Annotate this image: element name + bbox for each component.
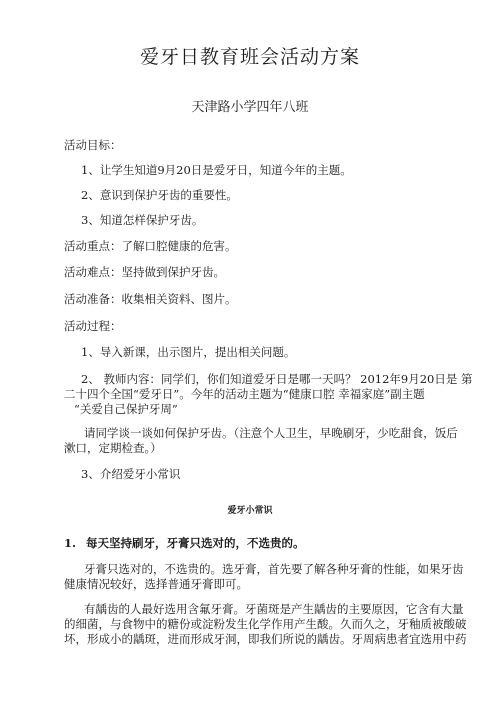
activity-focus: 活动重点：了解口腔健康的危害。 xyxy=(64,239,237,253)
process-heading: 活动过程： xyxy=(64,319,122,333)
document-title: 爱牙日教育班会活动方案 xyxy=(139,46,360,68)
tip-paragraph xyxy=(64,562,464,592)
goal-heading: 活动目标： xyxy=(64,138,122,152)
tip-paragraph xyxy=(64,602,467,647)
activity-preparation: 活动准备：收集相关资料、图片。 xyxy=(64,292,237,306)
paragraph-line: 的细菌，与食物中的糖份或淀粉发生化学作用产生酸。久而久之，牙釉质被酸破 xyxy=(64,617,467,631)
paragraph-line: 请同学谈一谈如何保护牙齿。（注意个人卫生，早晚刷牙，少吃甜食，饭后 xyxy=(84,426,458,440)
goal-item: 1、让学生知道9月20日是爱牙日，知道今年的主题。 xyxy=(81,163,352,177)
paragraph-line: 健康情况较好，选择普通牙膏即可。 xyxy=(64,577,248,591)
paragraph-line: 牙膏只选对的，不选贵的。选牙膏，首先要了解各种牙膏的性能，如果牙齿 xyxy=(84,562,464,576)
tip-number: 1. xyxy=(64,536,77,550)
paragraph-line: 漱口，定期检查。） xyxy=(64,441,162,455)
paragraph-line: 二十四个全国“爱牙日”。今年的活动主题为“健康口腔 幸福家庭”副主题 xyxy=(64,387,425,401)
goal-item: 3、知道怎样保护牙齿。 xyxy=(81,213,204,227)
paragraph-line: 2、 教师内容：同学们，你们知道爱牙日是哪一天吗？ 2012年9月20日是 第 xyxy=(81,372,473,386)
tip-heading-text: 每天坚持刷牙，牙膏只选对的，不选贵的。 xyxy=(86,536,305,550)
process-step: 1、导入新课，出示图片，提出相关问题。 xyxy=(81,345,296,359)
tip-heading xyxy=(64,536,305,551)
process-step-2b xyxy=(64,426,458,456)
knowledge-title: 爱牙小常识 xyxy=(227,506,273,516)
paragraph-line: 坏，形成小的龋斑，进而形成牙洞，即我们所说的龋齿。牙周病患者宜选用中药 xyxy=(64,632,467,646)
activity-difficulty: 活动难点：坚持做到保护牙齿。 xyxy=(64,265,225,279)
process-step: 3、介绍爱牙小常识 xyxy=(81,467,181,481)
paragraph-line: “关爱自己保护牙周” xyxy=(74,402,178,416)
class-name: 天津路小学四年八班 xyxy=(191,100,309,115)
process-step-2 xyxy=(64,372,473,417)
paragraph-line: 有龋齿的人最好选用含氟牙膏。牙菌斑是产生龋齿的主要原因，它含有大量 xyxy=(84,602,464,616)
goal-item: 2、意识到保护牙齿的重要性。 xyxy=(81,188,238,202)
